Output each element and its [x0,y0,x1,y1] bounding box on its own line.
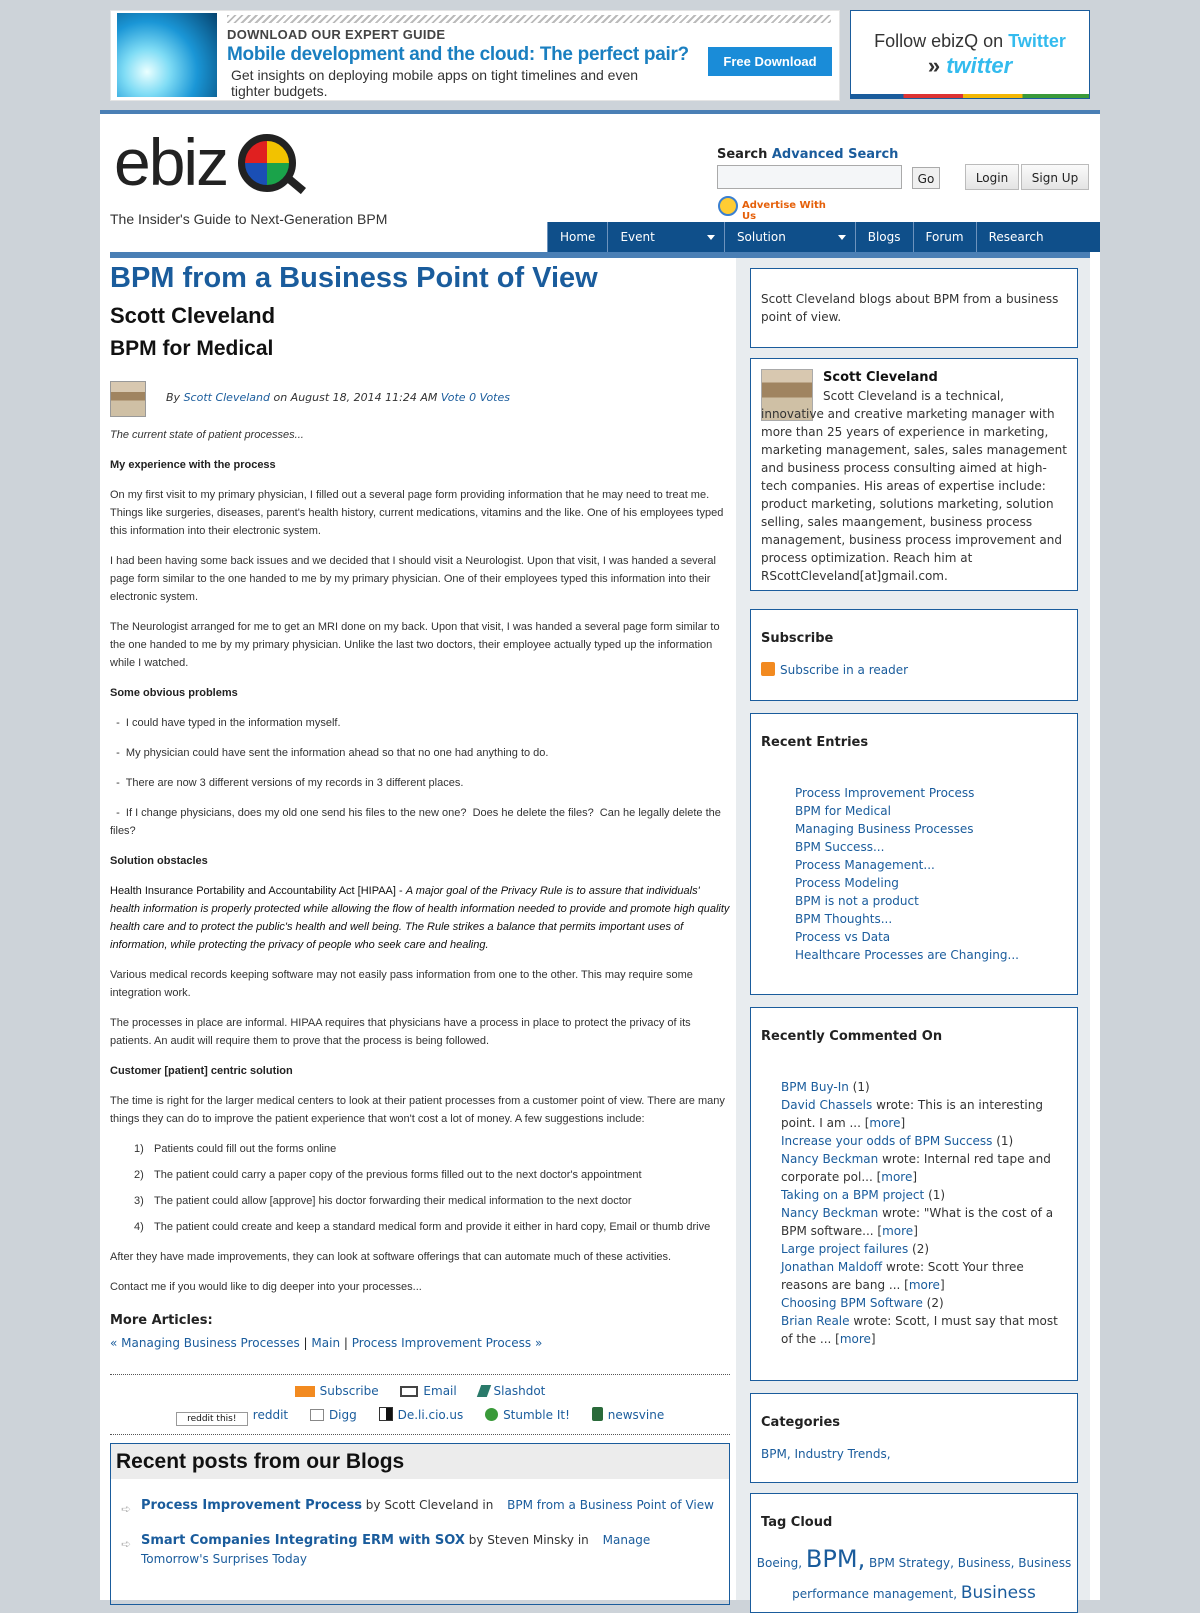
login-button[interactable]: Login [965,164,1019,190]
categories-list [761,1445,891,1463]
commented-item: Choosing BPM Software (2) Brian Reale wrote: Scott, I must say that most of the ... [more] [781,1296,1058,1346]
divider [110,1374,730,1375]
ad-fiber-image [117,13,217,97]
recent-entry[interactable]: Process Management... [795,858,935,872]
votes-count[interactable]: 0 Votes [469,391,510,404]
tag-cloud [751,1544,1077,1609]
stumbleupon-icon [485,1408,498,1421]
search-input[interactable] [717,165,902,189]
nav-home[interactable]: Home [547,222,607,252]
post-title: BPM for Medical [110,337,274,360]
commented-item: BPM Buy-In (1) David Chassels wrote: This is an interesting point. I am ... [more] [781,1080,1043,1130]
paragraph: On my first visit to my primary physician, I filled out a several page form providing information that he may need to treat me. Things like surgeries, diseases, parent's health history, current medications, vitamins and the like. One of his employees typed this information into their electronic system. [110,489,724,537]
subscribe-box [750,609,1078,701]
arrow-icon: ➪ [121,1537,132,1551]
prev-article-link[interactable]: « Managing Business Processes [110,1336,300,1350]
category-link[interactable]: Industry Trends, [794,1447,891,1461]
share-row-1 [110,1384,730,1398]
top-banner [100,0,1100,110]
nav-blogs[interactable]: Blogs [855,222,913,252]
blog-author-heading: Scott Cleveland [110,303,276,328]
recent-entry[interactable]: BPM Thoughts... [795,912,893,926]
share-subscribe[interactable]: Subscribe [295,1384,379,1398]
main-nav [547,222,1100,274]
recent-entries-heading: Recent Entries [761,735,869,750]
share-stumbleupon[interactable]: Stumble It! [485,1408,570,1422]
recently-commented-box [750,1007,1078,1381]
article-body [110,426,730,1308]
tag-cloud-heading: Tag Cloud [761,1515,833,1530]
recently-commented-heading: Recently Commented On [761,1029,943,1044]
heading-solution: Customer [patient] centric solution [110,1065,293,1077]
advertise-label: Advertise With Us [742,200,826,222]
recent-entry[interactable]: BPM for Medical [795,804,891,818]
rss-badge-icon [295,1386,315,1397]
expert-guide-ad[interactable] [110,10,840,101]
main-link[interactable]: Main [311,1336,341,1350]
suggestion-item: 3) The patient could allow [approve] his doctor forwarding their medical information to the next doctor [134,1195,632,1207]
vote-link[interactable]: Vote [440,391,466,404]
recent-post-blog[interactable]: Manage Tomorrow's Surprises Today [141,1533,651,1566]
share-row-2 [110,1407,730,1426]
blog-blurb: Scott Cleveland blogs about BPM from a business point of view. [761,292,1059,324]
share-delicious[interactable]: De.li.cio.us [379,1408,464,1422]
email-icon [400,1386,418,1397]
paragraph: The time is right for the larger medical centers to look at their patient processes from a customer point of view. There are many things they can do to improve the patient experience that won't cost a lot of money. A few suggestions include: [110,1095,725,1125]
recent-entries-list [795,784,1019,964]
ad-headline[interactable]: Mobile development and the cloud: The perfect pair? [227,44,689,65]
nav-solution-center[interactable]: Solution [724,222,855,252]
share-digg[interactable]: Digg [310,1408,357,1422]
tag-link[interactable]: Business, [957,1556,1015,1570]
share-slashdot[interactable]: Slashdot [479,1384,546,1398]
heading-experience: My experience with the process [110,459,276,471]
article-intro: The current state of patient processes... [110,429,304,441]
page [100,0,1100,1603]
advanced-search-link[interactable]: Advanced Search [771,147,899,162]
recent-entries-box [750,713,1078,995]
heading-problems: Some obvious problems [110,687,238,699]
site-tagline: The Insider's Guide to Next-Generation BPM [110,211,388,227]
advertise-with-us[interactable] [718,196,842,222]
problem-item: - There are now 3 different versions of my records in 3 different places. [110,777,464,789]
recent-post-title[interactable]: Smart Companies Integrating ERM with SOX [141,1533,465,1548]
author-link[interactable]: Scott Cleveland [183,391,270,404]
ad-stripe [227,15,831,23]
ad-body: Get insights on deploying mobile apps on tight timelines and even tighter budgets. [231,67,639,99]
paragraph: I had been having some back issues and we decided that I should visit a Neurologist. Upon that visit, I was handed a several page form similar to the one handed to me by my primary physician. One of their employees typed this information into their electronic system. [110,555,716,603]
tag-link[interactable]: Boeing, [756,1556,803,1570]
recent-entry[interactable]: Process Modeling [795,876,899,890]
recent-entry[interactable]: Managing Business Processes [795,822,974,836]
author-bio: Scott Cleveland is a technical, innovative and creative marketing manager with more than 25 years of experience in marketing, marketing management, sales, sales management and business process consulting aimed at high-tech companies. His areas of expertise include: product marketing, solutions marketing, solution selling, sales maangement, business process management, business process improvement and process optimization. Reach him at RScottCleveland[at]gmail.com. [761,389,1067,583]
recent-entry[interactable]: BPM Success... [795,840,885,854]
free-download-button[interactable]: Free Download [708,47,832,76]
subscribe-heading: Subscribe [761,631,834,646]
logo-text: ebiz [114,125,228,199]
arrow-icon: ➪ [121,1502,132,1516]
recent-post-title[interactable]: Process Improvement Process [141,1498,362,1513]
subscribe-reader-link[interactable]: Subscribe in a reader [761,661,908,679]
problem-item: - My physician could have sent the information ahead so that no one had anything to do. [110,747,549,759]
follow-twitter-ad[interactable] [850,10,1090,99]
problem-item: - I could have typed in the information myself. [110,717,341,729]
reddit-badge-icon: reddit this! [176,1412,248,1426]
blog-blurb-box [750,268,1078,348]
commented-item: Increase your odds of BPM Success (1) Nancy Beckman wrote: Internal red tape and corporate pol... [more] [781,1134,1051,1184]
paragraph: The Neurologist arranged for me to get an MRI done on my back. Upon that visit, I was handed a several page form similar to the one handed to me by my primary physician. Unlike the last two doctors, their employee actually typed up the information while I watched. [110,621,720,669]
slashdot-icon [476,1385,490,1397]
category-link[interactable]: BPM, [761,1447,791,1461]
twitter-follow-text: Follow ebizQ on Twitter [874,31,1066,51]
tag-link[interactable]: BPM Strategy, [869,1556,954,1570]
divider [110,1434,730,1435]
logo-q-tail [284,174,306,194]
author-name: Scott Cleveland [823,370,938,385]
recent-post-item: ➪ Process Improvement Process by Scott Cleveland in BPM from a Business Point of View [121,1498,714,1516]
recent-posts-heading: Recent posts from our Blogs [111,1444,729,1479]
newsvine-icon [592,1407,603,1421]
commented-item: Large project failures (2) Jonathan Maldoff wrote: Scott Your three reasons are bang ... [more] [781,1242,1024,1292]
categories-heading: Categories [761,1415,841,1430]
recent-entry[interactable]: Process Improvement Process [795,786,975,800]
digg-icon [310,1409,324,1421]
recent-entry[interactable]: Process vs Data [795,930,891,944]
suggestion-item: 2) The patient could carry a paper copy of the previous forms filled out to the next doctor's appointment [134,1169,642,1181]
search-label: Search Advanced Search [717,147,899,162]
twitter-logo: » twitter [927,53,1013,78]
tag-cloud-box [750,1493,1078,1613]
recent-post-item: ➪ Smart Companies Integrating ERM with SOX by Steven Minsky in Manage Tomorrow's Surprises Today [121,1533,651,1566]
author-box [750,358,1078,591]
categories-box [750,1393,1078,1483]
problem-item: - If I change physicians, does my old one send his files to the new one? Does he delete the files? Can he legally delete the files? [110,807,724,837]
more-articles-heading: More Articles: [110,1313,213,1328]
delicious-icon [379,1407,393,1421]
rss-icon [761,662,775,676]
author-avatar [110,381,146,417]
nav-forum[interactable]: Forum [913,222,976,252]
paragraph: The processes in place are informal. HIPAA requires that physicians have a process in place to protect the privacy of its patients. An audit will require them to prove that the process is being followed. [110,1017,691,1047]
search-go-button[interactable]: Go [912,167,940,189]
next-article-link[interactable]: Process Improvement Process » [351,1336,543,1350]
tag-link[interactable]: Business performance management, [792,1556,1072,1601]
heading-obstacles: Solution obstacles [110,855,208,867]
share-email[interactable]: Email [400,1384,456,1398]
paragraph: Contact me if you would like to dig deeper into your processes... [110,1281,422,1293]
nav-event-center[interactable]: Event Center [607,222,724,252]
advertise-icon [718,196,738,216]
share-newsvine[interactable]: newsvine [592,1408,664,1422]
hipaa-paragraph: Health Insurance Portability and Accountability Act [HIPAA] - A major goal of the Privacy Rule is to assure that individuals' health information is properly protected while allowing the flow of health information needed to provide and promote high quality health care and to protect the public's health and well being. The Rule strikes a balance that permits important uses of information, while protecting the privacy of people who seek care and healing. [110,885,730,951]
suggestion-item: 1) Patients could fill out the forms online [134,1143,337,1155]
tag-link[interactable]: BPM, [805,1545,866,1573]
recent-entry[interactable]: Healthcare Processes are Changing... [795,948,1019,962]
more-articles-links: « Managing Business Processes | Main | Process Improvement Process » [110,1336,543,1350]
share-reddit[interactable]: reddit this! reddit [176,1408,288,1422]
commented-item: Taking on a BPM project (1) Nancy Beckman wrote: "What is the cost of a BPM software... [more] [781,1188,1054,1238]
paragraph: Various medical records keeping software may not easily pass information from one to the other. This may require some integration work. [110,969,693,999]
recent-entry[interactable]: BPM is not a product [795,894,919,908]
recent-post-blog[interactable]: BPM from a Business Point of View [507,1498,714,1512]
twitter-color-bar [851,94,1089,98]
recent-posts-box [110,1443,730,1605]
signup-button[interactable]: Sign Up [1021,164,1089,190]
recently-commented-list [781,1078,1061,1348]
ebizq-logo[interactable] [114,125,314,204]
suggestion-item: 4) The patient could create and keep a standard medical form and provide it either in hard copy, Email or thumb drive [134,1221,711,1233]
ad-kicker: DOWNLOAD OUR EXPERT GUIDE [227,27,446,42]
blog-title[interactable]: BPM from a Business Point of View [110,262,598,294]
paragraph: After they have made improvements, they can look at software offerings that can automate much of these activities. [110,1251,672,1263]
nav-research-library[interactable]: Research [976,222,1100,252]
byline: By Scott Cleveland on August 18, 2014 11:24 AM Vote 0 Votes [166,391,510,404]
tag-link[interactable]: Business [960,1583,1036,1603]
sidebar [736,258,1090,1603]
top-rule [100,110,1100,114]
